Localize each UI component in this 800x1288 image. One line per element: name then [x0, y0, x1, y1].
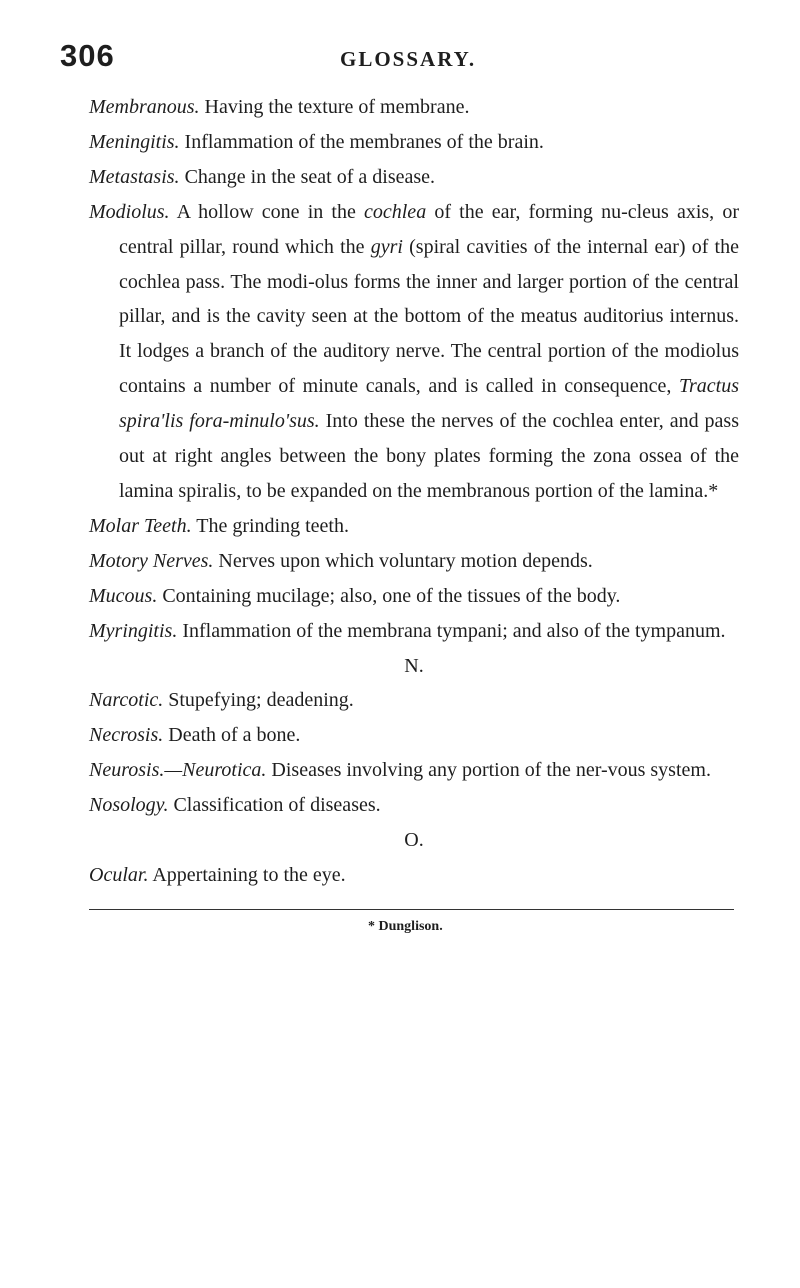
section-heading-o: O.: [404, 829, 424, 852]
entry-definition: Classification of diseases.: [173, 794, 381, 817]
entry-term: Modiolus.: [89, 200, 170, 223]
glossary-entry-nosology: [89, 788, 739, 823]
glossary-entry-necrosis: [89, 718, 739, 753]
footnote: * Dunglison.: [368, 919, 443, 934]
entry-term: Narcotic.: [89, 689, 164, 712]
glossary-entry-narcotic: [89, 683, 739, 718]
entry-definition-part: Into these the nerves of the cochlea enter, and pass out at right angles between the bony plates forming the zona ossea of the lamina spiralis, to be expanded on the membranous portion of the lamina.*: [119, 410, 739, 502]
entry-definition: Containing mucilage; also, one of the tissues of the body.: [162, 584, 621, 607]
entry-definition: Change in the seat of a disease.: [184, 165, 436, 188]
entry-definition-part: (spiral cavities of the internal ear) of the cochlea pass. The modi-olus forms the inner and larger portion of the central pillar, and is the cavity seen at the bottom of the meatus auditorius internus. It lodges a branch of the auditory nerve. The central portion of the modiolus contains a number of minute canals, and is called in consequence,: [119, 235, 739, 398]
entry-term: Meningitis.: [89, 130, 180, 153]
glossary-entry-meningitis: [89, 125, 739, 160]
entry-term: Necrosis.: [89, 724, 164, 747]
entry-term: Neurosis.—Neurotica.: [89, 759, 267, 782]
entry-term: Molar Teeth.: [89, 514, 192, 537]
entry-term: Ocular.: [89, 863, 149, 886]
entry-definition: Diseases involving any portion of the ner-vous system.: [271, 759, 711, 782]
entry-definition: Appertaining to the eye.: [152, 863, 346, 886]
glossary-entry-motory-nerves: [89, 544, 739, 579]
entry-definition: Death of a bone.: [168, 724, 301, 747]
glossary-entry-myringitis: [89, 614, 739, 649]
running-head: GLOSSARY.: [340, 47, 477, 71]
italic-term-tractus: Tractus spira'lis fora-minulo'sus.: [119, 375, 739, 433]
footnote-rule: [89, 909, 734, 910]
entry-definition-part: of the ear, forming nu-cleus axis, or central pillar, round which the: [119, 200, 739, 258]
entry-term: Motory Nerves.: [89, 549, 214, 572]
entry-definition: Inflammation of the membrana tympani; and also of the tympanum.: [182, 619, 726, 642]
entry-definition-part: A hollow cone in the: [176, 200, 364, 223]
entry-definition: Stupefying; deadening.: [168, 689, 354, 712]
glossary-entry-molar-teeth: [89, 509, 739, 544]
entry-definition: Having the texture of membrane.: [204, 96, 470, 118]
entry-term: Membranous.: [89, 96, 200, 118]
italic-word-gyri: gyri: [370, 235, 403, 258]
glossary-entry-ocular: [89, 858, 739, 893]
glossary-entry-neurosis: [89, 753, 739, 788]
entry-term: Mucous.: [89, 584, 158, 607]
entry-term: Metastasis.: [89, 165, 180, 188]
section-heading-n: N.: [404, 654, 424, 677]
glossary-entry-modiolus: [89, 195, 739, 509]
entry-definition: Nerves upon which voluntary motion depends.: [218, 549, 593, 572]
glossary-entry-mucous: [89, 579, 739, 614]
glossary-body: [89, 90, 739, 893]
entry-term: Nosology.: [89, 794, 169, 817]
page-number: 306: [60, 38, 115, 73]
glossary-entry-membranous: [89, 90, 739, 125]
entry-definition: The grinding teeth.: [196, 514, 349, 537]
entry-term: Myringitis.: [89, 619, 178, 642]
entry-definition: Inflammation of the membranes of the brain.: [184, 130, 544, 153]
italic-word-cochlea: cochlea: [364, 200, 427, 223]
glossary-entry-metastasis: [89, 160, 739, 195]
